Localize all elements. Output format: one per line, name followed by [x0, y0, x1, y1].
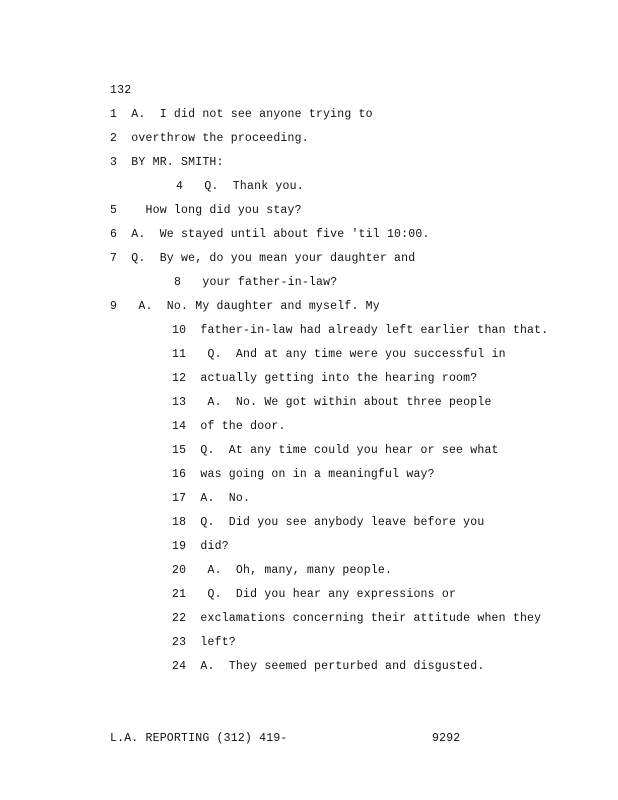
- page-number: 132: [110, 84, 132, 97]
- transcript-line-18: 18 Q. Did you see anybody leave before you: [172, 516, 485, 529]
- footer-phone-suffix: 9292: [432, 732, 461, 745]
- transcript-line-22: 22 exclamations concerning their attitude when they: [172, 612, 542, 625]
- transcript-line-8: 8 your father-in-law?: [174, 276, 338, 289]
- transcript-line-24: 24 A. They seemed perturbed and disgusted.: [172, 660, 485, 673]
- transcript-line-7: 7 Q. By we, do you mean your daughter and: [110, 252, 416, 265]
- transcript-line-14: 14 of the door.: [172, 420, 286, 433]
- transcript-line-12: 12 actually getting into the hearing room?: [172, 372, 478, 385]
- transcript-line-23: 23 left?: [172, 636, 236, 649]
- transcript-line-13: 13 A. No. We got within about three people: [172, 396, 492, 409]
- transcript-line-21: 21 Q. Did you hear any expressions or: [172, 588, 457, 601]
- transcript-line-2: 2 overthrow the proceeding.: [110, 132, 309, 145]
- transcript-line-6: 6 A. We stayed until about five 'til 10:00.: [110, 228, 430, 241]
- transcript-line-11: 11 Q. And at any time were you successful in: [172, 348, 506, 361]
- transcript-line-20: 20 A. Oh, many, many people.: [172, 564, 393, 577]
- transcript-line-10: 10 father-in-law had already left earlier than that.: [172, 324, 549, 337]
- transcript-line-19: 19 did?: [172, 540, 229, 553]
- transcript-line-5: 5 How long did you stay?: [110, 204, 302, 217]
- transcript-line-15: 15 Q. At any time could you hear or see what: [172, 444, 499, 457]
- transcript-line-9: 9 A. No. My daughter and myself. My: [110, 300, 380, 313]
- transcript-line-3: 3 BY MR. SMITH:: [110, 156, 224, 169]
- footer-reporter: L.A. REPORTING (312) 419-: [110, 732, 288, 745]
- transcript-line-4: 4 Q. Thank you.: [176, 180, 304, 193]
- transcript-line-17: 17 A. No.: [172, 492, 251, 505]
- transcript-line-1: 1 A. I did not see anyone trying to: [110, 108, 373, 121]
- transcript-line-16: 16 was going on in a meaningful way?: [172, 468, 435, 481]
